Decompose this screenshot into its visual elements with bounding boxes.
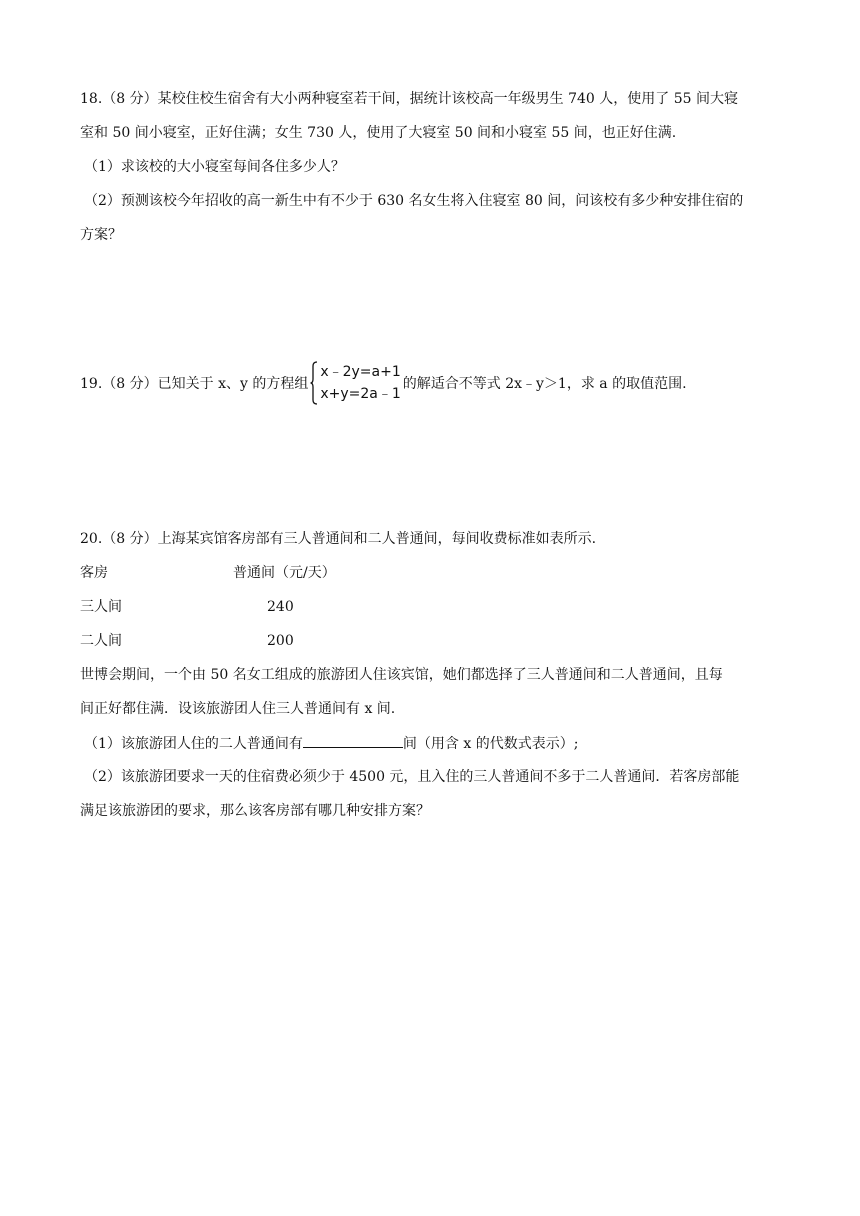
q20-intro: 20.（8 分）上海某宾馆客房部有三人普通间和二人普通间，每间收费标准如表所示.: [80, 531, 597, 547]
equation-system: [310, 361, 400, 405]
left-brace-icon: [310, 361, 318, 405]
table-row-double-label: 二人间: [80, 633, 122, 649]
q20-part2-line2: 满足该旅游团的要求，那么该客房部有哪几种安排方案？: [80, 803, 430, 819]
q20-part1: [84, 733, 578, 754]
q20-part2-line1: （2）该旅游团要求一天的住宿费必须少于 4500 元，且入住的三人普通间不多于二人普通间．若客房部能: [84, 769, 740, 785]
table-row-triple-label: 三人间: [80, 599, 122, 615]
q19-suffix: 的解适合不等式 2x﹣y＞1，求 a 的取值范围.: [402, 376, 687, 392]
table-row-double-price: 200: [267, 633, 294, 649]
equation-1: x﹣2y=a+1: [320, 364, 401, 380]
q19-prefix: 19.（8 分）已知关于 x、y 的方程组: [80, 376, 309, 392]
q20-para-line1: 世博会期间，一个由 50 名女工组成的旅游团人住该宾馆，她们都选择了三人普通间和二人普通间，且每: [80, 667, 723, 683]
q20-part1-suffix: 间（用含 x 的代数式表示）;: [402, 736, 579, 752]
q18-part1: （1）求该校的大小寝室每间各住多少人？: [84, 159, 345, 175]
q20-part1-prefix: （1）该旅游团人住的二人普通间有: [84, 736, 303, 752]
q18-line1: 18.（8 分）某校住校生宿舍有大小两种寝室若干间，据统计该校高一年级男生 740 人，使用了 55 间大寝: [80, 91, 738, 107]
q18-line2: 室和 50 间小寝室，正好住满；女生 730 人，使用了大寝室 50 间和小寝室 55 间，也正好住满.: [80, 125, 677, 141]
q20-para-line2: 间正好都住满．设该旅游团人住三人普通间有 x 间.: [80, 701, 396, 717]
q18-part2-line1: （2）预测该校今年招收的高一新生中有不少于 630 名女生将入住寝室 80 间，问该校有多少种安排住宿的: [84, 193, 744, 209]
table-row-triple-price: 240: [267, 599, 294, 615]
q19-line: [80, 358, 687, 408]
table-header-room: 客房: [80, 565, 108, 581]
table-header-price: 普通间（元/天）: [233, 565, 336, 581]
answer-blank[interactable]: [303, 733, 403, 748]
equation-2: x+y=2a﹣1: [320, 386, 401, 402]
q18-part2-line2: 方案？: [80, 227, 122, 243]
